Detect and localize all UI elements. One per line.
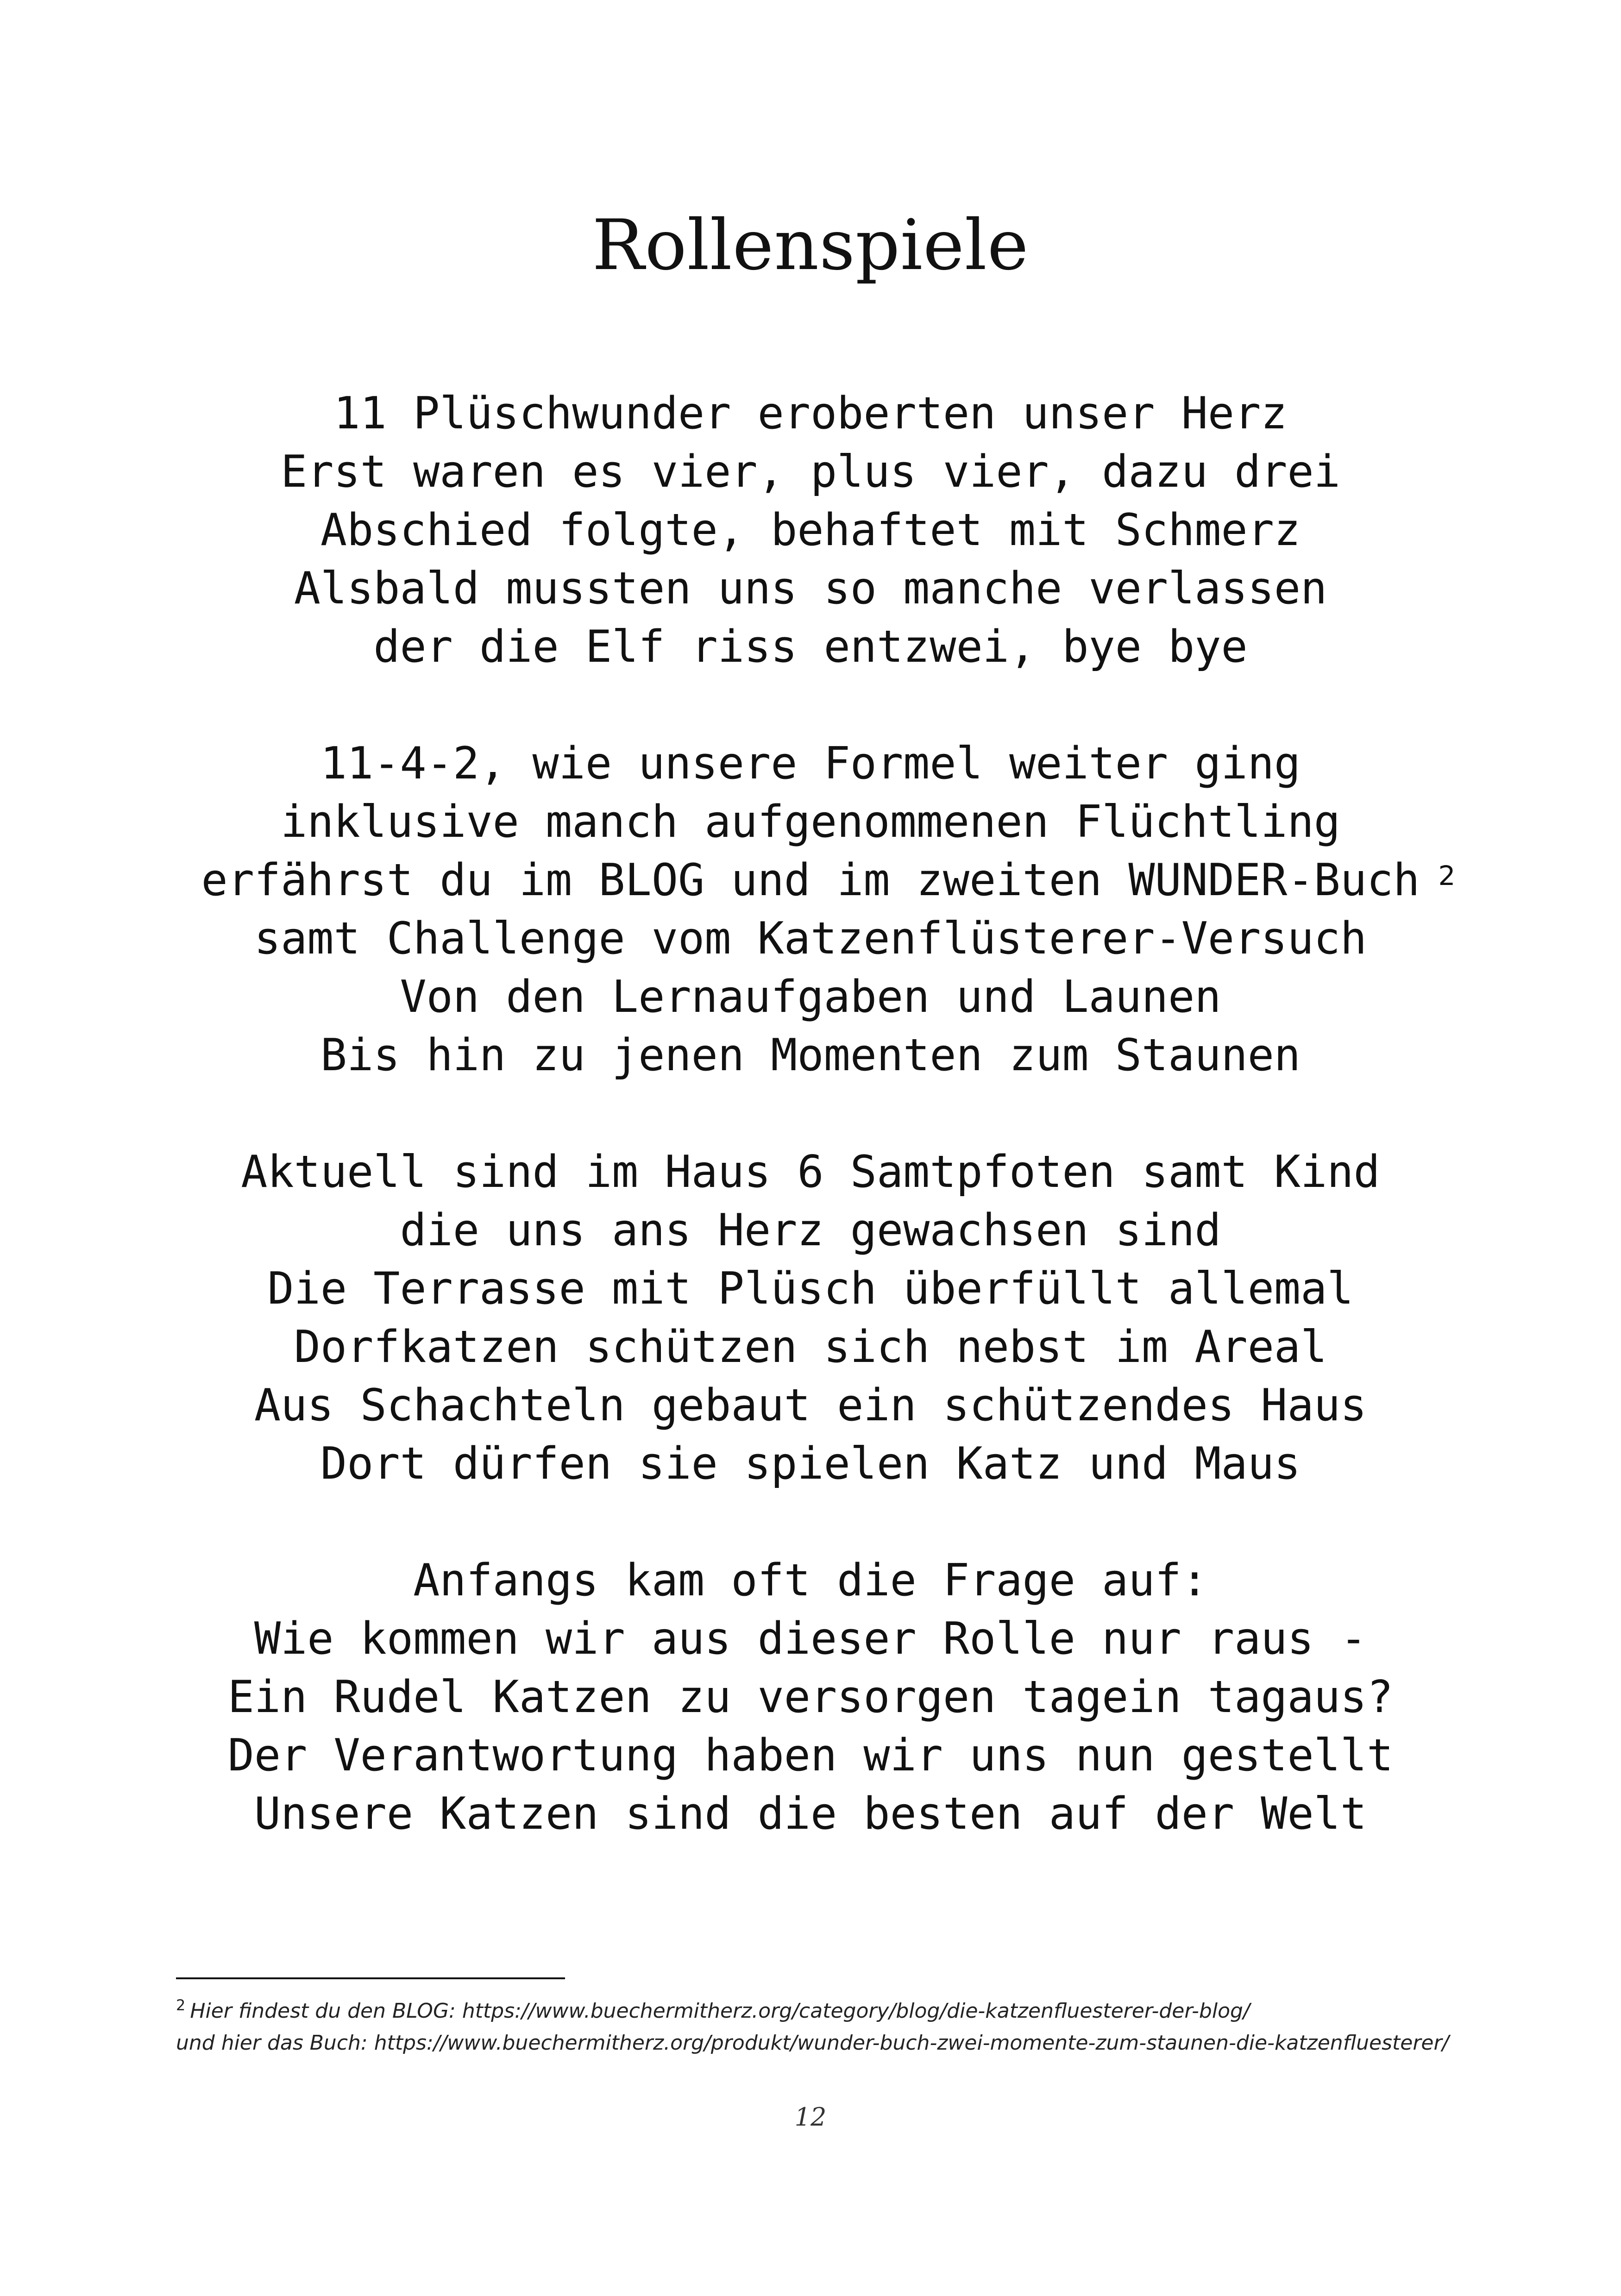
footnote-mark: 2 (176, 1996, 186, 2014)
verse-line: Erst waren es vier, plus vier, dazu drei (281, 446, 1340, 497)
verse-line: Die Terrasse mit Plüsch überfüllt allemal (267, 1263, 1354, 1314)
verse-line: Von den Lernaufgaben und Launen (400, 972, 1221, 1023)
verse-line: Dort dürfen sie spielen Katz und Maus (320, 1438, 1301, 1489)
stanza-2 (0, 734, 1621, 1085)
poem (0, 384, 1621, 1901)
footnote-line-1 (176, 1996, 1519, 2028)
verse-line: Ein Rudel Katzen zu versorgen tagein tagaus? (227, 1672, 1394, 1723)
verse-line: Alsbald mussten uns so manche verlassen (294, 563, 1327, 614)
verse-line: Abschied folgte, behaftet mit Schmerz (320, 505, 1301, 556)
verse-line: Der Verantwortung haben wir uns nun gestellt (227, 1730, 1394, 1781)
stanza-3 (0, 1143, 1621, 1493)
verse-line: der die Elf riss entzwei, bye bye (373, 621, 1248, 672)
verse-line: 11 Plüschwunder eroberten unser Herz (333, 388, 1288, 439)
verse-line: Wie kommen wir aus dieser Rolle nur raus - (254, 1613, 1367, 1664)
footnote-blog-link[interactable]: Hier findest du den BLOG: https://www.buechermitherz.org/category/blog/die-katzenfluesterer-der-blog/ (190, 1999, 1250, 2023)
stanza-4 (0, 1551, 1621, 1843)
footnote-book-link[interactable]: und hier das Buch: https://www.buechermitherz.org/produkt/wunder-buch-zwei-momente-zum-staunen-die-katzenfluesterer/ (176, 2031, 1449, 2055)
verse-line: 11-4-2, wie unsere Formel weiter ging (320, 738, 1301, 789)
footnote-divider (176, 1977, 565, 1979)
verse-line: Unsere Katzen sind die besten auf der Welt (254, 1788, 1367, 1839)
verse-line: Aktuell sind im Haus 6 Samtpfoten samt Kind (241, 1147, 1380, 1198)
stanza-1 (0, 384, 1621, 676)
verse-line: Aus Schachteln gebaut ein schützendes Haus (254, 1380, 1367, 1431)
verse-line: Dorfkatzen schützen sich nebst im Areal (294, 1322, 1327, 1373)
page-title: Rollenspiele (592, 205, 1029, 286)
verse-line: samt Challenge vom Katzenflüsterer-Versuch (254, 913, 1367, 964)
footnotes (176, 1996, 1519, 2058)
verse-line: die uns ans Herz gewachsen sind (400, 1205, 1221, 1256)
verse-line: Anfangs kam oft die Frage auf: (413, 1555, 1208, 1606)
verse-line-with-footnote (0, 851, 1621, 910)
verse-line: inklusive manch aufgenommenen Flüchtling (281, 797, 1340, 847)
page-number: 12 (794, 2102, 827, 2132)
footnote-reference[interactable]: 2 (1438, 860, 1456, 891)
verse-line: Bis hin zu jenen Momenten zum Staunen (320, 1030, 1301, 1081)
verse-line-text: erfährst du im BLOG und im zweiten WUNDER-Buch (201, 855, 1420, 906)
